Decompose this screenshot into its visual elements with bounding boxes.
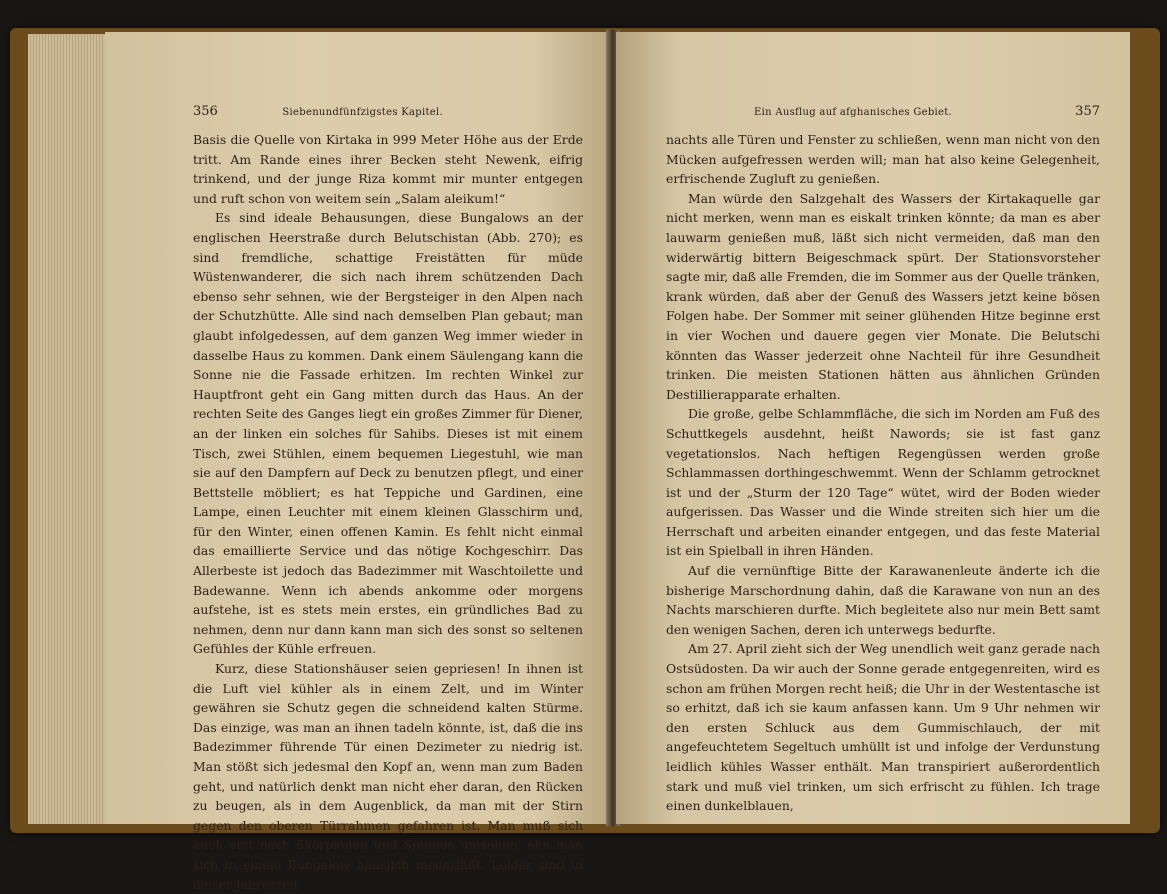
right-page-text [666,130,1100,816]
paragraph: nachts alle Türen und Fenster zu schließen, wenn man nicht von den Mücken aufgefressen werden will; man hat also keine Gelegenheit, erfrischende Zugluft zu genießen. [666,132,1100,187]
paragraph: Am 27. April zieht sich der Weg unendlich weit ganz gerade nach Ostsüdosten. Da wir auch der Sonne gerade entgegenreiten, wird es schon am frühen Morgen recht heiß; die Uhr in der Westentasche ist so erhitzt, daß ich sie kaum anfassen kann. Um 9 Uhr nehmen wir den ersten Schluck aus dem Gummischlauch, der mit angefeuchtetem Segeltuch umhüllt ist und infolge der Verdunstung leidlich kühles Wasser enthält. Man transpiriert außerordentlich stark und muß viel trinken, um sich erfrischt zu fühlen. Ich trage einen dunkelblauen, [666,641,1100,814]
right-page [616,32,1130,824]
left-page-header [193,104,583,122]
paragraph: Auf die vernünftige Bitte der Karawanenleute änderte ich die bisherige Marschordnung dahin, daß die Karawane von nun an des Nachts marschieren durfte. Mich begleitete also nur mein Bett samt den wenigen Sachen, deren ich unterwegs bedurfte. [666,563,1100,637]
right-page-header [666,104,1100,122]
left-page-text [193,130,583,894]
page-number: 356 [193,104,218,119]
page-edges [28,34,108,824]
left-page [105,32,611,892]
paragraph: Kurz, diese Stationshäuser seien gepriesen! In ihnen ist die Luft viel kühler als in einem Zelt, und im Winter gewähren sie Schutz gegen die schneidend kalten Stürme. Das einzige, was man an ihnen tadeln könnte, ist, daß die ins Badezimmer führende Tür einen Dezimeter zu niedrig ist. Man stößt sich jedesmal den Kopf an, wenn man zum Baden geht, und natürlich denkt man nicht eher daran, den Rücken zu beugen, als in dem Augenblick, da man mit der Stirn gegen den oberen Türrahmen gefahren ist. Man muß sich auch erst nach Skorpionen und Spinnen umsehen, ehe man sich in einem Bungalow häuslich niederläßt. Leider sind in dieser Jahreszeit [193,661,583,892]
paragraph: Die große, gelbe Schlammfläche, die sich im Norden am Fuß des Schuttkegels ausdehnt, heißt Nawords; sie ist fast ganz vegetationslos. Nach heftigen Regengüssen werden große Schlammassen dorthingeschwemmt. Wenn der Schlamm getrocknet ist und der „Sturm der 120 Tage“ wütet, wird der Boden wieder aufgerissen. Das Wasser und die Winde streiten sich hier um die Herrschaft und arbeiten einander entgegen, und das feste Material ist ein Spielball in ihren Händen. [666,406,1100,559]
paragraph: Es sind ideale Behausungen, diese Bungalows an der englischen Heerstraße durch Belutschistan (Abb. 270); es sind fremdliche, schattige Freistätten für müde Wüstenwanderer, die sich nach ihrem schützenden Dach ebenso sehr sehnen, wie der Bergsteiger in den Alpen nach der Schutzhütte. Alle sind nach demselben Plan gebaut; man glaubt infolgedessen, auf dem ganzen Weg immer wieder in dasselbe Haus zu kommen. Dank einem Säulengang kann die Sonne nie die Fassade erhitzen. Im rechten Winkel zur Hauptfront geht ein Gang mitten durch das Haus. An der rechten Seite des Ganges liegt ein großes Zimmer für Diener, an der linken ein solches für Sahibs. Dieses ist mit einem Tisch, zwei Stühlen, einem bequemen Liegestuhl, wie man sie auf den Dampfern auf Deck zu benutzen pflegt, und einer Bettstelle möbliert; es hat Teppiche und Gardinen, eine Lampe, einen Leuchter mit einem kleinen Glasschirm und, für den Winter, einen offenen Kamin. Es fehlt nicht einmal das emaillierte Service und das nötige Kochgeschirr. Das Allerbeste ist jedoch das Badezimmer mit Waschtoilette und Badewanne. Wenn ich abends ankomme oder morgens aufstehe, ist es stets mein erstes, ein gründliches Bad zu nehmen, denn nur dann kann man sich des sonst so seltenen Gefühles der Kühle erfreuen. [193,210,583,657]
paragraph: Man würde den Salzgehalt des Wassers der Kirtakaquelle gar nicht merken, wenn man es eiskalt trinken könnte; da man es aber lauwarm genießen muß, läßt sich nicht vermeiden, daß man den widerwärtig bittern Beigeschmack spürt. Der Stationsvorsteher sagte mir, daß alle Fremden, die im Sommer aus der Quelle tränken, krank würden, daß aber der Genuß des Wassers jetzt keine bösen Folgen habe. Der Sommer mit seiner glühenden Hitze beginne erst in vier Wochen und dauere gegen vier Monate. Die Belutschi könnten das Wasser jederzeit ohne Nachteil für ihre Gesundheit trinken. Die meisten Stationen hätten aus ähnlichen Gründen Destillierapparate erhalten. [666,190,1100,402]
paragraph: Basis die Quelle von Kirtaka in 999 Meter Höhe aus der Erde tritt. Am Rande eines ihrer Becken steht Newenk, eifrig trinkend, und der junge Riza kommt mir munter entgegen und ruft schon von weitem sein „Salam aleikum!“ [193,132,583,206]
running-head: Siebenundfünfzigstes Kapitel. [282,107,443,118]
page-number: 357 [1075,104,1100,119]
running-head: Ein Ausflug auf afghanisches Gebiet. [754,107,953,118]
